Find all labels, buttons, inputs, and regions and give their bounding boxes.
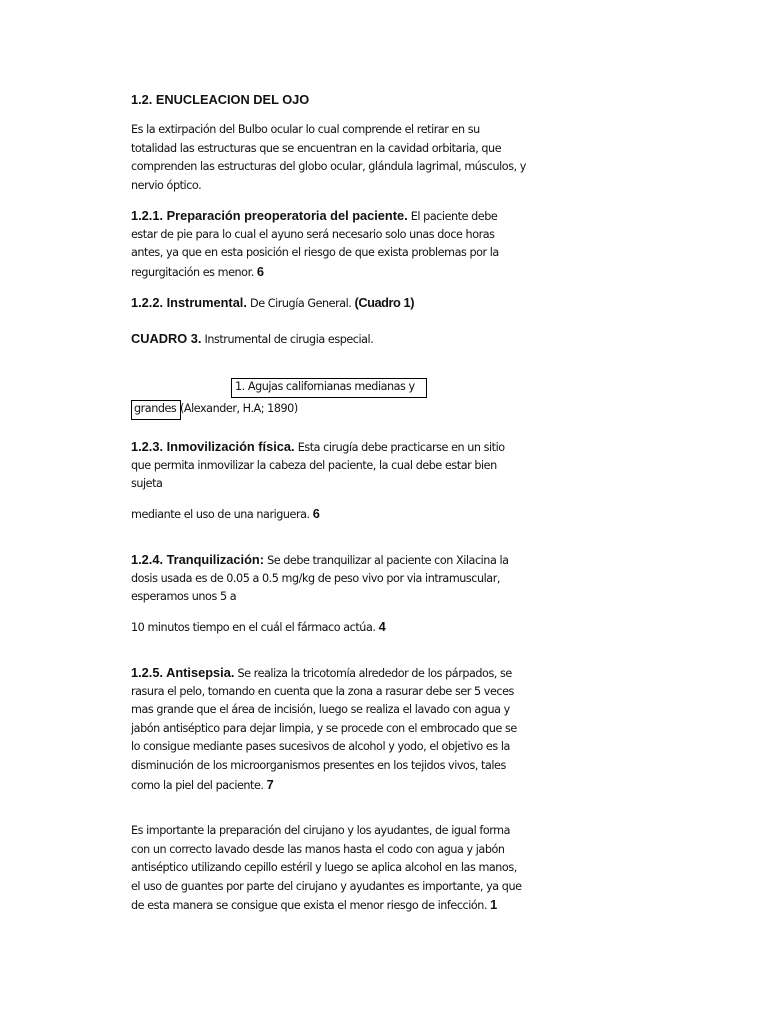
intro-line: Es la extirpación del Bulbo ocular lo cual comprende el retirar en su bbox=[131, 123, 480, 136]
paragraph-line: sujeta bbox=[131, 477, 163, 491]
paragraph-text: 10 minutos tiempo en el cuál el fármaco actúa. bbox=[131, 621, 379, 634]
section-1-2-4-heading: 1.2.4. Tranquilización: bbox=[131, 552, 264, 567]
paragraph-text: regurgitación es menor. bbox=[131, 265, 257, 279]
paragraph-line: lo consigue mediante pases sucesivos de alcohol y yodo, el objetivo es la bbox=[131, 740, 510, 754]
reference-number: 4 bbox=[378, 619, 386, 634]
closing-paragraph bbox=[131, 822, 571, 915]
paragraph-line: esperamos unos 5 a bbox=[131, 590, 237, 604]
section-1-2-1 bbox=[131, 207, 571, 281]
paragraph-line: Es importante la preparación del cirujano y los ayudantes, de igual forma bbox=[131, 824, 511, 837]
section-1-2-1-heading: 1.2.1. Preparación preoperatoria del paciente. bbox=[131, 208, 408, 223]
section-1-2-4 bbox=[131, 551, 571, 607]
section-1-2-2 bbox=[131, 294, 571, 313]
citation: (Alexander, H.A; 1890) bbox=[180, 402, 298, 415]
intro-line: comprenden las estructuras del globo ocular, glándula lagrimal, músculos, y bbox=[131, 160, 526, 174]
paragraph-text: de esta manera se consigue que exista el menor riesgo de infección. bbox=[131, 899, 491, 913]
reference-number: 7 bbox=[266, 776, 274, 792]
paragraph-line: el uso de guantes por parte del cirujano y ayudantes es importante, ya que bbox=[131, 879, 522, 893]
paragraph-line: jabón antiséptico para dejar limpia, y se procede con el embrocado que se bbox=[131, 721, 517, 735]
cuadro-3-heading: CUADRO 3. bbox=[131, 331, 202, 346]
section-1-2-3-continuation bbox=[131, 505, 571, 524]
paragraph-line: antiséptico utilizando cepillo estéril y luego se aplica alcohol en las manos, bbox=[131, 861, 517, 875]
intro-line: totalidad las estructuras que se encuentran en la cavidad orbitaria, que bbox=[131, 141, 502, 155]
paragraph-text: De Cirugía General. bbox=[246, 297, 355, 310]
paragraph-text: Se realiza la tricotomía alrededor de los párpados, se bbox=[234, 667, 512, 680]
section-1-2-3-heading: 1.2.3. Inmovilización física. bbox=[131, 439, 295, 454]
paragraph-text: El paciente debe bbox=[407, 210, 498, 223]
paragraph-text: mediante el uso de una nariguera. bbox=[131, 508, 313, 521]
section-1-2-2-heading: 1.2.2. Instrumental. bbox=[131, 295, 247, 310]
table-cell-text: grandes bbox=[134, 402, 177, 415]
paragraph-text: Esta cirugía debe practicarse en un sitio bbox=[294, 441, 505, 454]
paragraph-text: como la piel del paciente. bbox=[131, 778, 267, 792]
paragraph-line: dosis usada es de 0.05 a 0.5 mg/kg de peso vivo por via intramuscular, bbox=[131, 571, 500, 585]
paragraph-text: Se debe tranquilizar al paciente con Xilacina la bbox=[263, 554, 509, 567]
section-title: 1.2. ENUCLEACION DEL OJO bbox=[131, 92, 310, 107]
section-1-2-5-heading: 1.2.5. Antisepsia. bbox=[131, 665, 235, 680]
paragraph-line: estar de pie para lo cual el ayuno será necesario solo unas doce horas bbox=[131, 227, 495, 241]
table-reference: (Cuadro 1) bbox=[354, 295, 415, 310]
paragraph-line: que permita inmovilizar la cabeza del paciente, la cual debe estar bien bbox=[131, 458, 497, 472]
cuadro-3 bbox=[131, 330, 571, 349]
section-1-2-4-continuation bbox=[131, 618, 571, 637]
table-cell-text: 1. Agujas californianas medianas y bbox=[235, 380, 415, 393]
paragraph-line: rasura el pelo, tomando en cuenta que la zona a rasurar debe ser 5 veces bbox=[131, 684, 514, 698]
paragraph-line: con un correcto lavado desde las manos hasta el codo con agua y jabón bbox=[131, 842, 505, 856]
paragraph-line: disminución de los microorganismos presentes en los tejidos vivos, tales bbox=[131, 758, 506, 772]
paragraph-line: mas grande que el área de incisión, luego se realiza el lavado con agua y bbox=[131, 703, 510, 717]
intro-paragraph bbox=[131, 121, 571, 195]
reference-number: 1 bbox=[490, 897, 497, 913]
section-1-2-3 bbox=[131, 438, 571, 494]
section-1-2-5 bbox=[131, 664, 571, 794]
paragraph-line: antes, ya que en esta posición el riesgo de que exista problemas por la bbox=[131, 246, 499, 260]
reference-number: 6 bbox=[312, 506, 320, 521]
reference-number: 6 bbox=[256, 263, 264, 279]
cuadro-3-caption: Instrumental de cirugia especial. bbox=[201, 333, 374, 346]
intro-line: nervio óptico. bbox=[131, 178, 202, 192]
